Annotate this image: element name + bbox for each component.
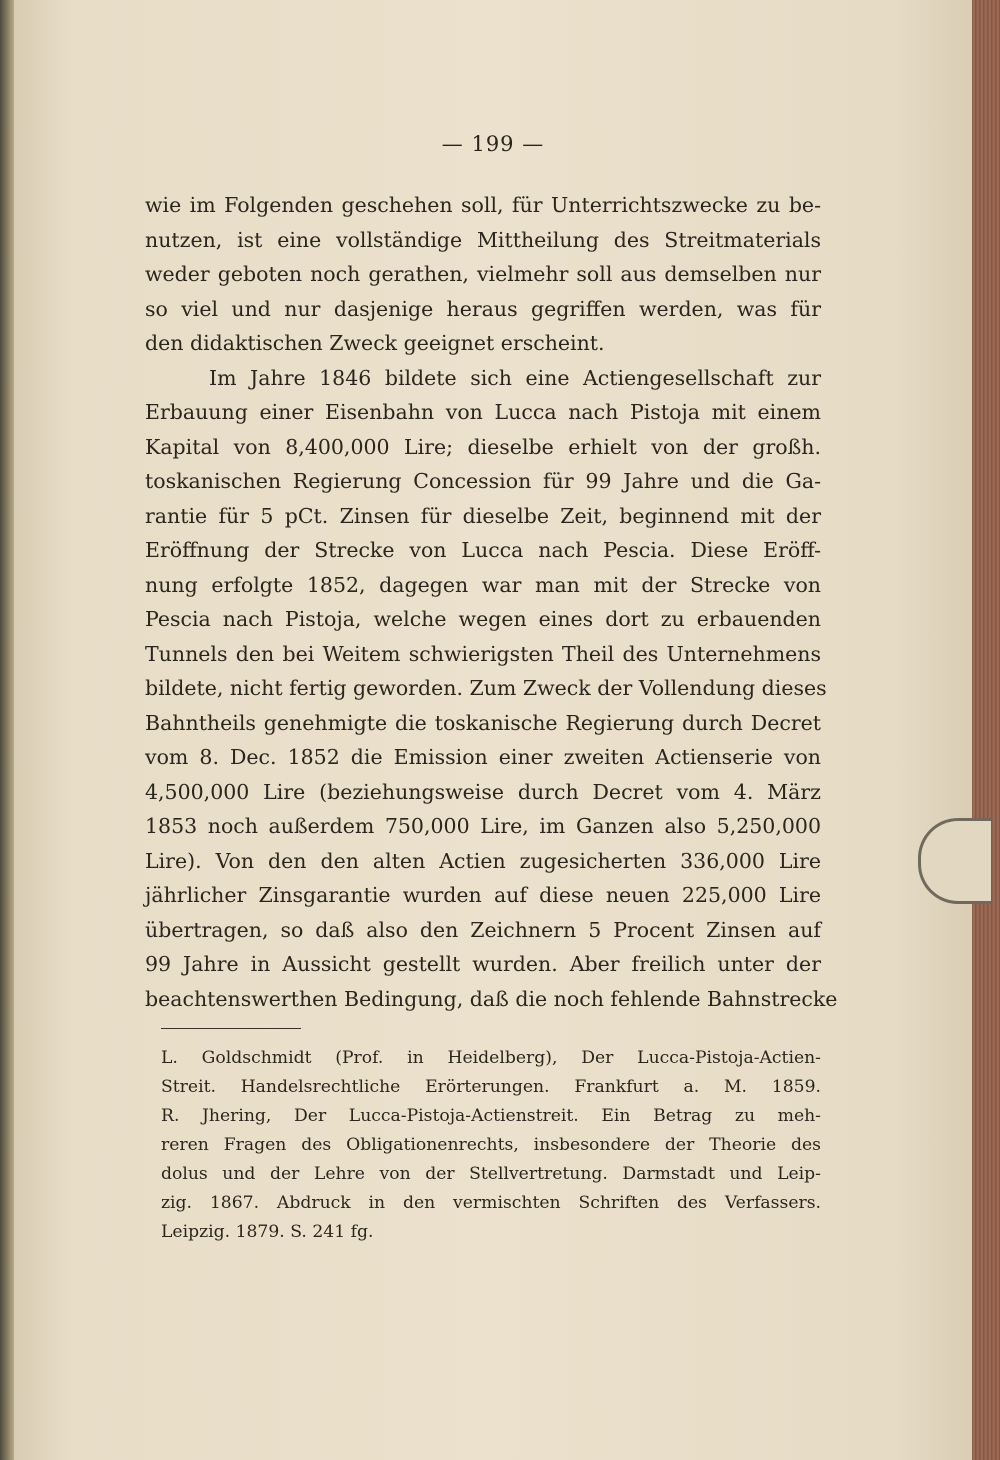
- text-line: 4,500,000 Lire (beziehungsweise durch Decret vom 4. März: [145, 779, 821, 804]
- text-line: bildete, nicht fertig geworden. Zum Zweck der Vollendung dieses: [145, 676, 827, 700]
- text-line: weder geboten noch gerathen, vielmehr soll aus demselben nur: [145, 262, 821, 286]
- text-line: 1853 noch außerdem 750,000 Lire, im Ganzen also 5,250,000: [145, 814, 821, 838]
- text-line: rantie für 5 pCt. Zinsen für dieselbe Zeit, beginnend mit der: [145, 503, 821, 528]
- text-line: Tunnels den bei Weitem schwierigsten Theil des Unternehmens: [145, 641, 821, 666]
- book-spine-edge: [0, 0, 14, 1460]
- text-line: nung erfolgte 1852, dagegen war man mit der Strecke von: [145, 572, 821, 597]
- text-line: Lire). Von den den alten Actien zugesicherten 336,000 Lire: [145, 848, 821, 873]
- footnote-divider: [161, 1028, 301, 1029]
- text-line: Im Jahre 1846 bildete sich eine Actiengesellschaft zur: [209, 365, 821, 390]
- text-line: den didaktischen Zweck geeignet erscheint.: [145, 331, 605, 355]
- text-line: Eröffnung der Strecke von Lucca nach Pescia. Diese Eröff-: [145, 538, 821, 562]
- footnote-line: Streit. Handelsrechtliche Erörterungen. Frankfurt a. M. 1859.: [161, 1077, 821, 1097]
- footnote-line: dolus und der Lehre von der Stellvertretung. Darmstadt und Leip-: [161, 1164, 821, 1184]
- text-line: Kapital von 8,400,000 Lire; dieselbe erhielt von der großh.: [145, 434, 821, 459]
- book-page: [14, 0, 972, 1460]
- footnote-line: L. Goldschmidt (Prof. in Heidelberg), Der Lucca-Pistoja-Actien-: [161, 1048, 821, 1068]
- footnote-line: zig. 1867. Abdruck in den vermischten Schriften des Verfassers.: [161, 1193, 821, 1213]
- footnote-line: R. Jhering, Der Lucca-Pistoja-Actienstreit. Ein Betrag zu meh-: [161, 1106, 821, 1126]
- page-fore-edge: [972, 0, 1000, 1460]
- main-text: [145, 188, 838, 1016]
- text-line: Erbauung einer Eisenbahn von Lucca nach Pistoja mit einem: [145, 400, 821, 424]
- text-line: beachtenswerthen Bedingung, daß die noch fehlende Bahnstrecke: [145, 986, 838, 1011]
- page-clip-marker: [918, 818, 991, 904]
- text-line: vom 8. Dec. 1852 die Emission einer zweiten Actienserie von: [145, 745, 821, 769]
- text-line: so viel und nur dasjenige heraus gegriffen werden, was für: [145, 296, 821, 321]
- text-line: Bahntheils genehmigte die toskanische Regierung durch Decret: [145, 710, 821, 735]
- text-line: toskanischen Regierung Concession für 99 Jahre und die Ga-: [145, 469, 821, 493]
- text-line: Pescia nach Pistoja, welche wegen eines dort zu erbauenden: [145, 607, 821, 631]
- text-line: jährlicher Zinsgarantie wurden auf diese neuen 225,000 Lire: [145, 883, 821, 907]
- text-line: nutzen, ist eine vollständige Mittheilung des Streitmaterials: [145, 227, 821, 252]
- text-line: wie im Folgenden geschehen soll, für Unterrichtszwecke zu be-: [145, 193, 821, 217]
- footnotes: [161, 1044, 821, 1247]
- footnote-line: reren Fragen des Obligationenrechts, insbesondere der Theorie des: [161, 1135, 821, 1155]
- text-line: 99 Jahre in Aussicht gestellt wurden. Aber freilich unter der: [145, 952, 821, 976]
- page-number: — 199 —: [441, 132, 545, 156]
- footnote-line: Leipzig. 1879. S. 241 fg.: [161, 1222, 374, 1242]
- text-line: übertragen, so daß also den Zeichnern 5 Procent Zinsen auf: [145, 917, 821, 942]
